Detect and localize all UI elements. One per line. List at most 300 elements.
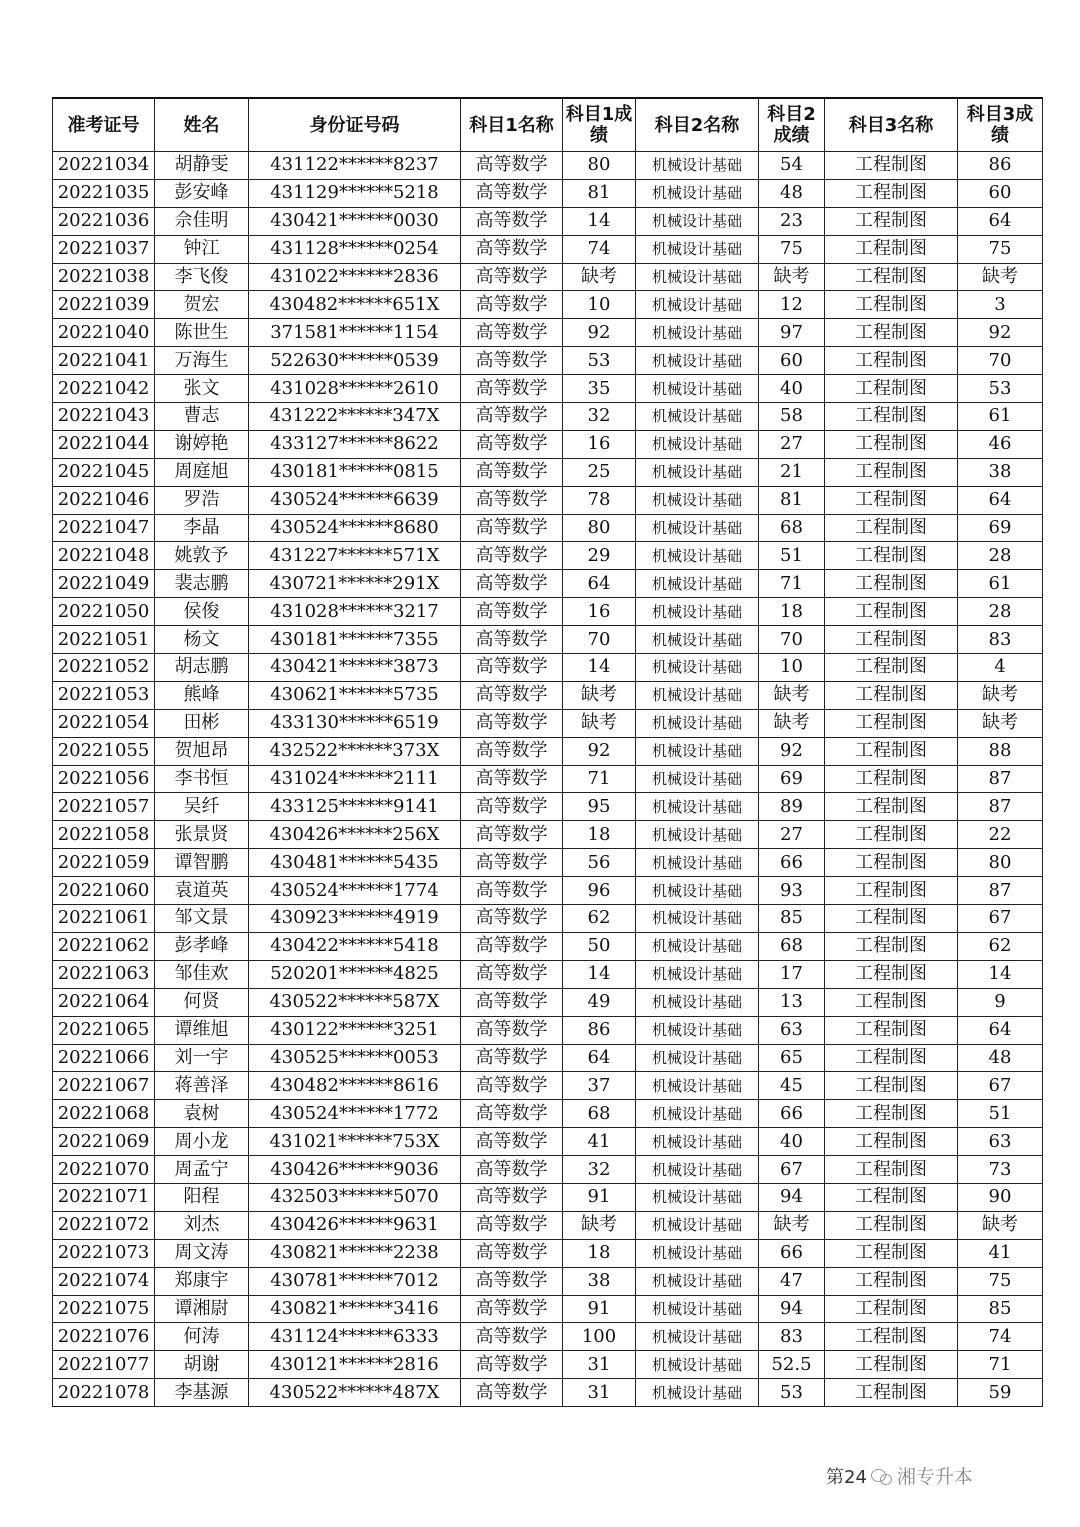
table-cell: 4: [958, 654, 1043, 682]
table-row: [53, 1295, 1043, 1323]
table-cell: 工程制图: [825, 207, 958, 235]
table-cell: 工程制图: [825, 1156, 958, 1184]
table-cell: 高等数学: [461, 514, 563, 542]
table-cell: 高等数学: [461, 1100, 563, 1128]
table-cell: 28: [958, 542, 1043, 570]
table-cell: 工程制图: [825, 1100, 958, 1128]
table-row: [53, 486, 1043, 514]
table-cell: 41: [958, 1239, 1043, 1267]
table-cell: 62: [958, 932, 1043, 960]
table-cell: 59: [958, 1379, 1043, 1407]
table-row: [53, 654, 1043, 682]
table-cell: 工程制图: [825, 263, 958, 291]
table-cell: 工程制图: [825, 1267, 958, 1295]
table-cell: 缺考: [759, 1211, 825, 1239]
table-cell: 高等数学: [461, 1156, 563, 1184]
table-cell: 66: [759, 1239, 825, 1267]
table-cell: 38: [563, 1267, 636, 1295]
table-cell: 40: [759, 1128, 825, 1156]
table-row: [53, 514, 1043, 542]
table-cell: 9: [958, 988, 1043, 1016]
table-cell: 70: [759, 626, 825, 654]
table-cell: 430482******8616: [249, 1072, 461, 1100]
table-cell: 68: [759, 514, 825, 542]
table-cell: 机械设计基础: [636, 932, 759, 960]
table-cell: 431024******2111: [249, 765, 461, 793]
table-cell: 14: [563, 654, 636, 682]
table-cell: 高等数学: [461, 1016, 563, 1044]
table-cell: 机械设计基础: [636, 1016, 759, 1044]
table-cell: 18: [759, 598, 825, 626]
table-cell: 机械设计基础: [636, 654, 759, 682]
table-cell: 机械设计基础: [636, 988, 759, 1016]
table-cell: 高等数学: [461, 570, 563, 598]
page-footer: [826, 1462, 973, 1489]
table-cell: 86: [563, 1016, 636, 1044]
table-cell: 机械设计基础: [636, 570, 759, 598]
table-cell: 20221055: [53, 737, 155, 765]
table-cell: 机械设计基础: [636, 877, 759, 905]
table-cell: 87: [958, 793, 1043, 821]
table-cell: 63: [759, 1016, 825, 1044]
table-row: [53, 1211, 1043, 1239]
table-cell: 工程制图: [825, 821, 958, 849]
table-cell: 433130******6519: [249, 709, 461, 737]
table-cell: 高等数学: [461, 654, 563, 682]
table-cell: 371581******1154: [249, 319, 461, 347]
table-cell: 20221054: [53, 709, 155, 737]
table-cell: 高等数学: [461, 347, 563, 375]
table-cell: 87: [958, 765, 1043, 793]
table-cell: 96: [563, 877, 636, 905]
table-cell: 邹文景: [155, 905, 249, 933]
table-cell: 杨文: [155, 626, 249, 654]
table-cell: 贺宏: [155, 291, 249, 319]
table-cell: 工程制图: [825, 1323, 958, 1351]
table-cell: 高等数学: [461, 1379, 563, 1407]
table-cell: 缺考: [563, 681, 636, 709]
table-cell: 刘杰: [155, 1211, 249, 1239]
table-cell: 85: [958, 1295, 1043, 1323]
table-cell: 16: [563, 430, 636, 458]
table-cell: 钟江: [155, 235, 249, 263]
table-row: [53, 1351, 1043, 1379]
table-cell: 20221040: [53, 319, 155, 347]
table-cell: 机械设计基础: [636, 347, 759, 375]
table-cell: 54: [759, 152, 825, 180]
table-cell: 机械设计基础: [636, 1156, 759, 1184]
table-cell: 工程制图: [825, 375, 958, 403]
table-cell: 14: [563, 960, 636, 988]
table-cell: 18: [563, 821, 636, 849]
page-label: 第24: [826, 1466, 867, 1488]
table-cell: 工程制图: [825, 1239, 958, 1267]
table-cell: 20221050: [53, 598, 155, 626]
table-cell: 31: [563, 1351, 636, 1379]
table-cell: 彭安峰: [155, 179, 249, 207]
table-cell: 工程制图: [825, 1295, 958, 1323]
table-cell: 20221048: [53, 542, 155, 570]
table-cell: 90: [958, 1183, 1043, 1211]
table-cell: 430421******0030: [249, 207, 461, 235]
table-cell: 高等数学: [461, 1295, 563, 1323]
table-cell: 65: [759, 1044, 825, 1072]
table-cell: 机械设计基础: [636, 235, 759, 263]
table-cell: 缺考: [563, 1211, 636, 1239]
table-cell: 缺考: [958, 681, 1043, 709]
table-cell: 64: [563, 1044, 636, 1072]
table-cell: 83: [759, 1323, 825, 1351]
table-cell: 35: [563, 375, 636, 403]
table-cell: 70: [958, 347, 1043, 375]
table-cell: 430524******8680: [249, 514, 461, 542]
table-cell: 高等数学: [461, 988, 563, 1016]
table-cell: 工程制图: [825, 1379, 958, 1407]
table-cell: 工程制图: [825, 988, 958, 1016]
table-row: [53, 1044, 1043, 1072]
table-cell: 92: [563, 737, 636, 765]
table-cell: 92: [958, 319, 1043, 347]
table-cell: 工程制图: [825, 765, 958, 793]
table-cell: 熊峰: [155, 681, 249, 709]
table-cell: 高等数学: [461, 235, 563, 263]
table-cell: 20221063: [53, 960, 155, 988]
table-cell: 机械设计基础: [636, 821, 759, 849]
table-cell: 机械设计基础: [636, 207, 759, 235]
table-cell: 68: [759, 932, 825, 960]
header-cell: 姓名: [155, 98, 249, 152]
table-cell: 邹佳欢: [155, 960, 249, 988]
table-cell: 520201******4825: [249, 960, 461, 988]
table-cell: 高等数学: [461, 375, 563, 403]
table-cell: 432522******373X: [249, 737, 461, 765]
table-cell: 袁道英: [155, 877, 249, 905]
table-cell: 张文: [155, 375, 249, 403]
table-cell: 周小龙: [155, 1128, 249, 1156]
table-cell: 430421******3873: [249, 654, 461, 682]
table-cell: 430821******2238: [249, 1239, 461, 1267]
table-cell: 89: [759, 793, 825, 821]
table-row: [53, 737, 1043, 765]
table-row: [53, 793, 1043, 821]
table-cell: 缺考: [958, 1211, 1043, 1239]
table-cell: 周庭旭: [155, 458, 249, 486]
table-cell: 机械设计基础: [636, 1351, 759, 1379]
table-row: [53, 1128, 1043, 1156]
table-cell: 机械设计基础: [636, 1211, 759, 1239]
table-cell: 工程制图: [825, 932, 958, 960]
table-cell: 工程制图: [825, 849, 958, 877]
table-cell: 64: [958, 207, 1043, 235]
table-cell: 48: [958, 1044, 1043, 1072]
table-cell: 17: [759, 960, 825, 988]
table-cell: 20221078: [53, 1379, 155, 1407]
table-cell: 高等数学: [461, 793, 563, 821]
table-cell: 430181******0815: [249, 458, 461, 486]
table-cell: 431122******8237: [249, 152, 461, 180]
table-cell: 22: [958, 821, 1043, 849]
table-cell: 100: [563, 1323, 636, 1351]
table-cell: 机械设计基础: [636, 1295, 759, 1323]
table-cell: 431222******347X: [249, 403, 461, 431]
table-cell: 高等数学: [461, 542, 563, 570]
table-cell: 80: [958, 849, 1043, 877]
table-cell: 工程制图: [825, 1183, 958, 1211]
table-cell: 75: [958, 235, 1043, 263]
table-cell: 机械设计基础: [636, 737, 759, 765]
table-cell: 20221077: [53, 1351, 155, 1379]
table-cell: 13: [759, 988, 825, 1016]
table-cell: 93: [759, 877, 825, 905]
table-cell: 高等数学: [461, 681, 563, 709]
table-cell: 80: [563, 152, 636, 180]
table-cell: 20221059: [53, 849, 155, 877]
table-cell: 69: [958, 514, 1043, 542]
watermark-text: 湘专升本: [896, 1466, 973, 1488]
table-cell: 430426******9631: [249, 1211, 461, 1239]
table-cell: 53: [563, 347, 636, 375]
table-cell: 工程制图: [825, 737, 958, 765]
table-cell: 工程制图: [825, 403, 958, 431]
table-cell: 25: [563, 458, 636, 486]
table-cell: 97: [759, 319, 825, 347]
table-cell: 53: [759, 1379, 825, 1407]
table-row: [53, 179, 1043, 207]
table-cell: 430522******587X: [249, 988, 461, 1016]
table-cell: 高等数学: [461, 1072, 563, 1100]
table-cell: 姚敦予: [155, 542, 249, 570]
table-cell: 周孟宁: [155, 1156, 249, 1184]
table-cell: 工程制图: [825, 681, 958, 709]
table-cell: 20221035: [53, 179, 155, 207]
table-cell: 机械设计基础: [636, 403, 759, 431]
table-cell: 64: [958, 1016, 1043, 1044]
table-cell: 高等数学: [461, 1323, 563, 1351]
table-cell: 胡静雯: [155, 152, 249, 180]
table-cell: 机械设计基础: [636, 1128, 759, 1156]
table-cell: 27: [759, 821, 825, 849]
table-cell: 机械设计基础: [636, 681, 759, 709]
table-cell: 机械设计基础: [636, 626, 759, 654]
table-cell: 83: [958, 626, 1043, 654]
table-cell: 高等数学: [461, 1128, 563, 1156]
table-cell: 高等数学: [461, 152, 563, 180]
table-cell: 20221068: [53, 1100, 155, 1128]
table-cell: 工程制图: [825, 598, 958, 626]
table-cell: 73: [958, 1156, 1043, 1184]
table-cell: 阳程: [155, 1183, 249, 1211]
table-cell: 81: [563, 179, 636, 207]
table-cell: 吴纤: [155, 793, 249, 821]
table-cell: 63: [958, 1128, 1043, 1156]
table-cell: 20221062: [53, 932, 155, 960]
table-cell: 谭维旭: [155, 1016, 249, 1044]
table-cell: 机械设计基础: [636, 1072, 759, 1100]
table-cell: 工程制图: [825, 179, 958, 207]
table-cell: 20221057: [53, 793, 155, 821]
header-cell: 科目3成绩: [958, 98, 1043, 152]
table-cell: 工程制图: [825, 960, 958, 988]
table-row: [53, 626, 1043, 654]
table-cell: 陈世生: [155, 319, 249, 347]
table-header-row: [53, 98, 1043, 152]
table-cell: 94: [759, 1295, 825, 1323]
table-cell: 430525******0053: [249, 1044, 461, 1072]
table-row: [53, 235, 1043, 263]
table-cell: 430481******5435: [249, 849, 461, 877]
table-cell: 何涛: [155, 1323, 249, 1351]
table-cell: 3: [958, 291, 1043, 319]
table-cell: 工程制图: [825, 1351, 958, 1379]
table-cell: 高等数学: [461, 626, 563, 654]
table-cell: 430426******256X: [249, 821, 461, 849]
table-cell: 机械设计基础: [636, 1100, 759, 1128]
table-cell: 20221036: [53, 207, 155, 235]
table-cell: 20221074: [53, 1267, 155, 1295]
table-cell: 高等数学: [461, 207, 563, 235]
table-cell: 李晶: [155, 514, 249, 542]
table-row: [53, 458, 1043, 486]
table-cell: 20221045: [53, 458, 155, 486]
table-cell: 69: [759, 765, 825, 793]
table-cell: 10: [563, 291, 636, 319]
table-row: [53, 375, 1043, 403]
table-cell: 88: [958, 737, 1043, 765]
table-cell: 37: [563, 1072, 636, 1100]
table-cell: 20221069: [53, 1128, 155, 1156]
table-row: [53, 598, 1043, 626]
table-cell: 20221037: [53, 235, 155, 263]
table-row: [53, 1239, 1043, 1267]
table-cell: 86: [958, 152, 1043, 180]
table-cell: 工程制图: [825, 152, 958, 180]
table-cell: 机械设计基础: [636, 960, 759, 988]
table-cell: 430923******4919: [249, 905, 461, 933]
table-cell: 谭湘尉: [155, 1295, 249, 1323]
table-cell: 工程制图: [825, 570, 958, 598]
table-cell: 20221070: [53, 1156, 155, 1184]
table-cell: 工程制图: [825, 905, 958, 933]
table-cell: 61: [958, 570, 1043, 598]
table-cell: 20221038: [53, 263, 155, 291]
table-cell: 高等数学: [461, 403, 563, 431]
table-cell: 缺考: [759, 709, 825, 737]
table-cell: 64: [563, 570, 636, 598]
table-cell: 机械设计基础: [636, 458, 759, 486]
table-row: [53, 877, 1043, 905]
table-cell: 49: [563, 988, 636, 1016]
table-cell: 缺考: [759, 681, 825, 709]
table-row: [53, 319, 1043, 347]
table-cell: 20221049: [53, 570, 155, 598]
table-cell: 机械设计基础: [636, 793, 759, 821]
table-cell: 机械设计基础: [636, 1323, 759, 1351]
table-cell: 431028******3217: [249, 598, 461, 626]
table-cell: 高等数学: [461, 765, 563, 793]
table-cell: 92: [759, 737, 825, 765]
table-cell: 20221064: [53, 988, 155, 1016]
table-cell: 工程制图: [825, 709, 958, 737]
table-cell: 50: [563, 932, 636, 960]
table-cell: 高等数学: [461, 263, 563, 291]
table-cell: 罗浩: [155, 486, 249, 514]
table-cell: 工程制图: [825, 347, 958, 375]
table-cell: 机械设计基础: [636, 291, 759, 319]
table-row: [53, 681, 1043, 709]
table-cell: 67: [958, 1072, 1043, 1100]
table-cell: 432503******5070: [249, 1183, 461, 1211]
table-cell: 高等数学: [461, 1239, 563, 1267]
table-cell: 机械设计基础: [636, 486, 759, 514]
table-row: [53, 905, 1043, 933]
table-cell: 41: [563, 1128, 636, 1156]
table-cell: 工程制图: [825, 430, 958, 458]
table-cell: 45: [759, 1072, 825, 1100]
header-cell: 科目3名称: [825, 98, 958, 152]
table-cell: 高等数学: [461, 291, 563, 319]
table-cell: 高等数学: [461, 709, 563, 737]
table-cell: 机械设计基础: [636, 765, 759, 793]
table-cell: 430721******291X: [249, 570, 461, 598]
table-cell: 工程制图: [825, 1072, 958, 1100]
table-row: [53, 1156, 1043, 1184]
table-cell: 高等数学: [461, 179, 563, 207]
table-cell: 机械设计基础: [636, 179, 759, 207]
table-cell: 田彬: [155, 709, 249, 737]
table-cell: 工程制图: [825, 458, 958, 486]
table-cell: 裴志鹏: [155, 570, 249, 598]
table-cell: 29: [563, 542, 636, 570]
table-cell: 68: [563, 1100, 636, 1128]
table-cell: 机械设计基础: [636, 152, 759, 180]
table-cell: 刘一宇: [155, 1044, 249, 1072]
table-cell: 20221051: [53, 626, 155, 654]
table-cell: 431028******2610: [249, 375, 461, 403]
table-cell: 46: [958, 430, 1043, 458]
table-row: [53, 1267, 1043, 1295]
table-cell: 522630******0539: [249, 347, 461, 375]
table-cell: 缺考: [759, 263, 825, 291]
table-cell: 70: [563, 626, 636, 654]
table-cell: 20221041: [53, 347, 155, 375]
table-cell: 高等数学: [461, 319, 563, 347]
table-cell: 32: [563, 1156, 636, 1184]
table-cell: 20221067: [53, 1072, 155, 1100]
table-cell: 机械设计基础: [636, 1044, 759, 1072]
table-cell: 87: [958, 877, 1043, 905]
table-cell: 21: [759, 458, 825, 486]
table-cell: 430821******3416: [249, 1295, 461, 1323]
table-cell: 贺旭昂: [155, 737, 249, 765]
table-cell: 高等数学: [461, 1183, 563, 1211]
table-cell: 曹志: [155, 403, 249, 431]
table-cell: 工程制图: [825, 514, 958, 542]
table-cell: 78: [563, 486, 636, 514]
table-cell: 91: [563, 1295, 636, 1323]
table-cell: 工程制图: [825, 1128, 958, 1156]
table-row: [53, 152, 1043, 180]
table-row: [53, 765, 1043, 793]
table-cell: 20221046: [53, 486, 155, 514]
table-cell: 430522******487X: [249, 1379, 461, 1407]
table-row: [53, 570, 1043, 598]
table-cell: 彭孝峰: [155, 932, 249, 960]
table-cell: 431021******753X: [249, 1128, 461, 1156]
table-cell: 91: [563, 1183, 636, 1211]
table-cell: 李基源: [155, 1379, 249, 1407]
table-row: [53, 430, 1043, 458]
table-cell: 430524******1774: [249, 877, 461, 905]
